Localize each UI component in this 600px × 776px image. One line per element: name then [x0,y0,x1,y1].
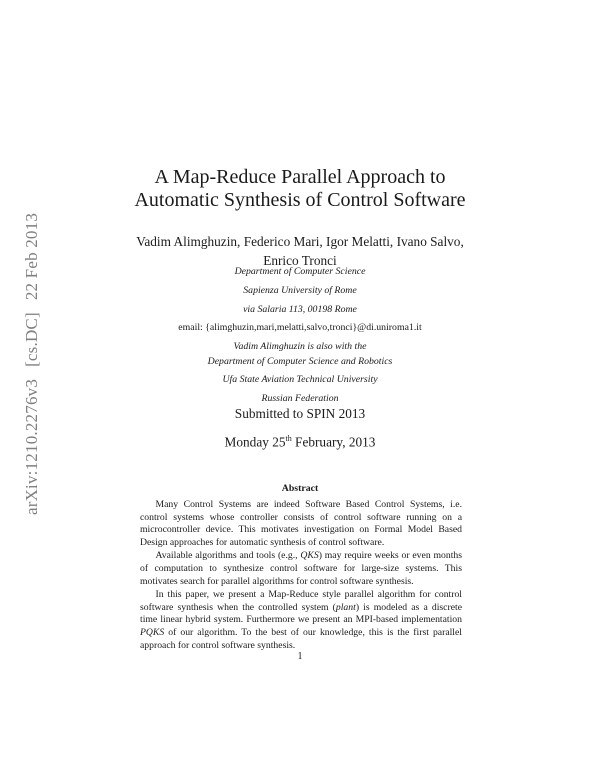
authors-line-1: Vadim Alimghuzin, Federico Mari, Igor Melatti, Ivano Salvo, [136,234,464,249]
affiliation-university: Sapienza University of Rome [243,285,357,296]
authors-line-2: Enrico Tronci [263,253,337,268]
affiliation-department-2: Department of Computer Science and Robotics [207,356,393,367]
submission-note: Submitted to SPIN 2013 [234,406,366,421]
abstract-heading: Abstract [281,483,319,494]
title-line-2: Automatic Synthesis of Control Software [134,189,466,211]
page-number: 1 [297,651,303,662]
affiliation-university-2: Ufa State Aviation Technical University [222,374,378,385]
arxiv-date: 22 Feb 2013 [22,212,41,301]
title-line-1: A Map-Reduce Parallel Approach to [154,166,446,188]
abstract-paragraph-1: Many Control Systems are indeed Software Based Control Systems, i.e. control systems whose controller consists of control software running on a microcontroller device. This motivates investigation on Formal Model Based Design approaches for automatic synthesis of control software. [140,499,462,548]
paper-date [0,434,600,450]
abstract-text: ) is modeled as a discrete time linear hybrid system. Furthermore we present an MPI-based implementation [140,601,462,626]
abstract-text: of our algorithm. To the best of our knowledge, this is the first parallel approach for control software synthesis. [140,626,462,651]
affiliation-note: Vadim Alimghuzin is also with the [233,341,367,352]
abstract-paragraph-3 [140,589,462,652]
term-plant: plant [335,601,356,613]
date-ordinal: th [285,434,292,443]
date-rest: February, 2013 [291,434,376,450]
arxiv-category: [cs.DC] [22,312,41,367]
author-email: email: {alimghuzin,mari,melatti,salvo,tronci}@di.uniroma1.it [178,322,422,333]
date-day: Monday 25 [224,434,286,450]
abstract-text: Available algorithms and tools (e.g., [155,550,301,562]
tool-name-qks: QKS [300,550,319,562]
affiliation-department: Department of Computer Science [234,266,366,277]
affiliation-country: Russian Federation [261,393,339,404]
abstract-text: ) may require weeks or even months of computation to synthesize control software for large-size systems. This motivates search for parallel algorithms for control software synthesis. [140,550,462,587]
abstract-text: In this paper, we present a Map-Reduce style parallel algorithm for control software synthesis when the controlled system ( [140,589,462,613]
tool-name-pqks: PQKS [140,626,165,638]
affiliation-address: via Salaria 113, 00198 Rome [243,304,357,315]
author-block [0,232,600,270]
paper-title [0,166,600,212]
abstract-body [140,499,462,653]
abstract-paragraph-2 [140,550,462,588]
arxiv-id: arXiv:1210.2276v3 [22,378,41,516]
